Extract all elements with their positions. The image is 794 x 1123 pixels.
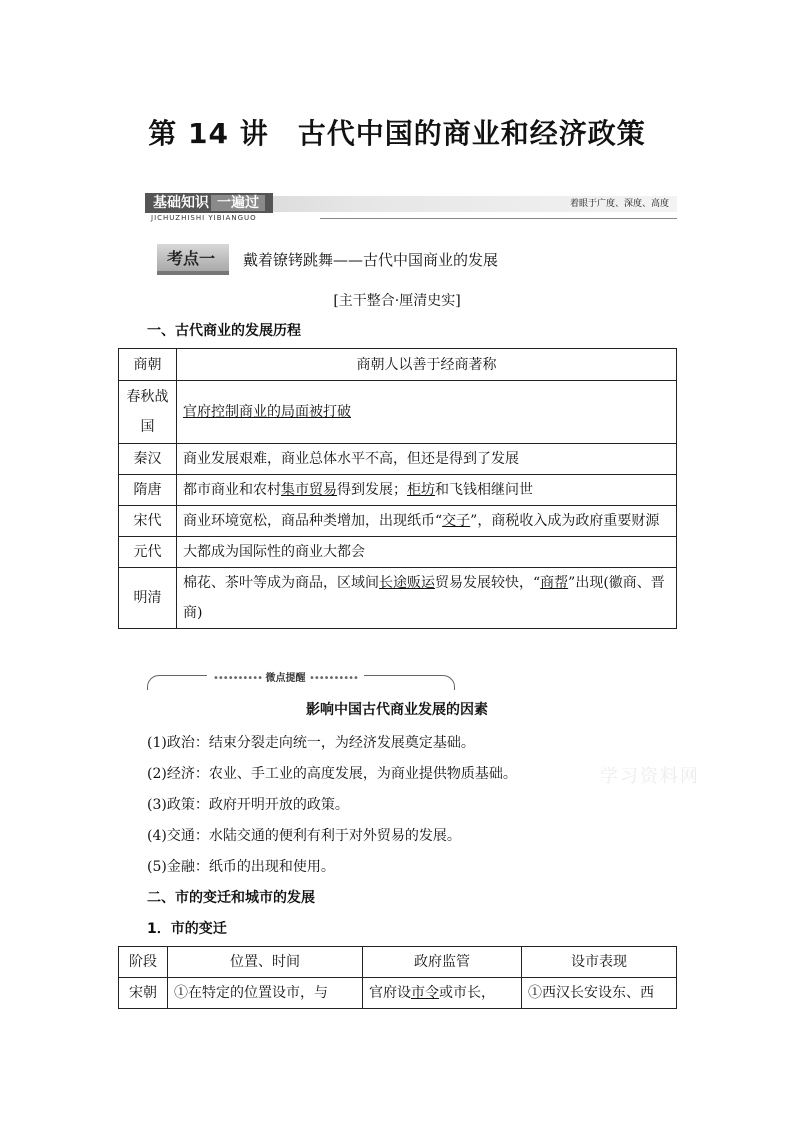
table-cell: 隋唐	[119, 475, 177, 506]
section-banner	[145, 193, 677, 223]
table-cell	[177, 381, 677, 444]
table-cell: 商朝	[119, 349, 177, 381]
subheading: [主干整合·厘清史实]	[333, 293, 461, 309]
section-heading-2: 二、市的变迁和城市的发展	[147, 890, 315, 906]
table-row	[119, 444, 677, 475]
table-cell: 位置、时间	[168, 947, 363, 978]
cell-term: 交子	[442, 513, 471, 529]
banner-right-text: 着眼于广度、深度、高度	[569, 199, 669, 209]
factor-item: (2)经济：农业、手工业的高度发展，为商业提供物质基础。	[147, 766, 517, 782]
table-cell: 商业发展艰难，商业总体水平不高，但还是得到了发展	[177, 444, 677, 475]
tip-title: 影响中国古代商业发展的因素	[306, 702, 488, 718]
cell-term: 长途贩运	[379, 575, 435, 591]
table-row	[119, 537, 677, 568]
table-cell: 政府监管	[363, 947, 522, 978]
banner-tail-text: 一遍过	[211, 195, 265, 211]
kaodian-badge: 考点一	[157, 244, 229, 275]
watermark: 学习资料网	[600, 766, 700, 787]
table-cell: ①西汉长安设东、西	[522, 978, 677, 1009]
table-row	[119, 475, 677, 506]
table-row	[119, 568, 677, 629]
table-cell	[177, 506, 677, 537]
table-row	[119, 947, 677, 978]
table-cell	[119, 381, 177, 444]
factor-item: (4)交通：水陆交通的便利有利于对外贸易的发展。	[147, 828, 461, 844]
factor-item: (5)金融：纸币的出现和使用。	[147, 859, 335, 875]
banner-main-text: 基础知识	[153, 195, 209, 211]
table-cell: 宋代	[119, 506, 177, 537]
cell-text: ”出现(徽商、晋商)	[183, 575, 665, 621]
page-title: 第 14 讲 古代中国的商业和经济政策	[148, 117, 646, 150]
kaodian-title: 戴着镣铐跳舞——古代中国商业的发展	[243, 251, 499, 269]
factor-item: (3)政策：政府开明开放的政策。	[147, 797, 349, 813]
cell-text: 都市商业和农村	[183, 482, 281, 498]
cell-text: 商业环境宽松，商品种类增加，出现纸币“	[183, 513, 443, 529]
cell-term: 集市贸易	[281, 482, 337, 498]
table-cell: 明清	[119, 568, 177, 629]
table-cell: 设市表现	[522, 947, 677, 978]
era-label: 春秋战国	[126, 389, 169, 435]
cell-text: 官府控制商业的局面被打破	[183, 404, 351, 420]
section-heading-1: 一、古代商业的发展历程	[147, 323, 301, 339]
banner-pinyin: JICHUZHISHI YIBIANGUO	[151, 214, 257, 222]
kaodian-header	[157, 244, 498, 272]
cell-text: 棉花、茶叶等成为商品，区域间	[183, 575, 379, 591]
tip-label-text: 微点提醒	[265, 673, 306, 684]
tip-header	[147, 669, 455, 691]
table-cell: ①在特定的位置设市，与	[168, 978, 363, 1009]
cell-term: 柜坊	[407, 482, 435, 498]
table-row	[119, 506, 677, 537]
table-row	[119, 349, 677, 381]
table-row	[119, 978, 677, 1009]
table-cell: 大都成为国际性的商业大都会	[177, 537, 677, 568]
cell-term: 商帮	[540, 575, 569, 591]
cell-text: ”，商税收入成为政府重要财源	[470, 513, 660, 529]
cell-text: 和飞钱相继问世	[435, 482, 533, 498]
table-cell: 官府设市令或市长，	[363, 978, 522, 1009]
commerce-history-table	[118, 348, 677, 629]
table-row	[119, 381, 677, 444]
subsection-heading: 1．市的变迁	[147, 921, 227, 937]
banner-label	[145, 193, 273, 213]
factor-item: (1)政治：结束分裂走向统一，为经济发展奠定基础。	[147, 735, 475, 751]
banner-divider	[320, 218, 677, 219]
market-change-table	[118, 946, 677, 1009]
table-cell	[177, 568, 677, 629]
table-cell: 元代	[119, 537, 177, 568]
table-cell	[177, 475, 677, 506]
cell-text: 得到发展；	[337, 482, 407, 498]
table-cell: 阶段	[119, 947, 168, 978]
table-cell: 商朝人以善于经商著称	[177, 349, 677, 381]
cell-text: 贸易发展较快，“	[435, 575, 541, 591]
tip-label: •••••••••• 微点提醒 ••••••••••	[207, 669, 364, 684]
table-cell: 秦汉	[119, 444, 177, 475]
cell-term: 市令	[411, 985, 439, 1001]
table-cell: 宋朝	[119, 978, 168, 1009]
